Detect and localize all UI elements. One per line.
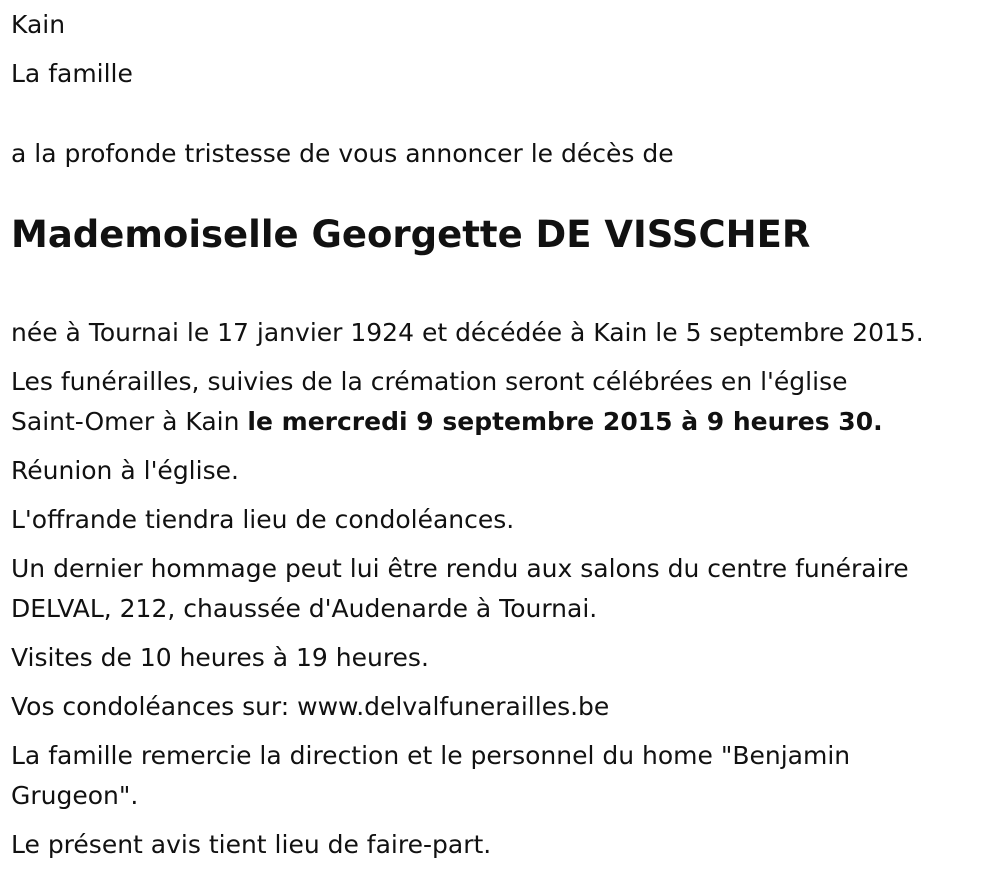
birth-death-info: née à Tournai le 17 janvier 1924 et décédée à Kain le 5 septembre 2015. xyxy=(11,318,924,347)
deceased-name: Mademoiselle Georgette DE VISSCHER xyxy=(11,213,811,256)
funeral-details-line-1: Les funérailles, suivies de la crémation seront célébrées en l'église xyxy=(11,367,848,396)
family-thanks xyxy=(11,736,991,816)
death-notice xyxy=(11,0,991,865)
tribute-line-2: DELVAL, 212, chaussée d'Audenarde à Tournai. xyxy=(11,594,598,623)
visiting-hours: Visites de 10 heures à 19 heures. xyxy=(11,643,429,672)
notice-statement: Le présent avis tient lieu de faire-part. xyxy=(11,830,492,859)
announcement-intro: a la profonde tristesse de vous annoncer le décès de xyxy=(11,139,674,168)
funeral-details xyxy=(11,362,991,442)
place-name: Kain xyxy=(11,10,66,39)
funeral-date-time: le mercredi 9 septembre 2015 à 9 heures 30. xyxy=(247,407,883,436)
family-heading: La famille xyxy=(11,59,133,88)
tribute-info xyxy=(11,549,991,629)
condolences-website: Vos condoléances sur: www.delvalfunerailles.be xyxy=(11,692,610,721)
family-thanks-line-2: Grugeon". xyxy=(11,781,139,810)
funeral-location: Saint-Omer à Kain xyxy=(11,407,240,436)
tribute-line-1: Un dernier hommage peut lui être rendu aux salons du centre funéraire xyxy=(11,554,909,583)
offering-info: L'offrande tiendra lieu de condoléances. xyxy=(11,505,515,534)
family-thanks-line-1: La famille remercie la direction et le personnel du home "Benjamin xyxy=(11,741,851,770)
meeting-info: Réunion à l'église. xyxy=(11,456,239,485)
funeral-details-line-2 xyxy=(11,402,991,442)
